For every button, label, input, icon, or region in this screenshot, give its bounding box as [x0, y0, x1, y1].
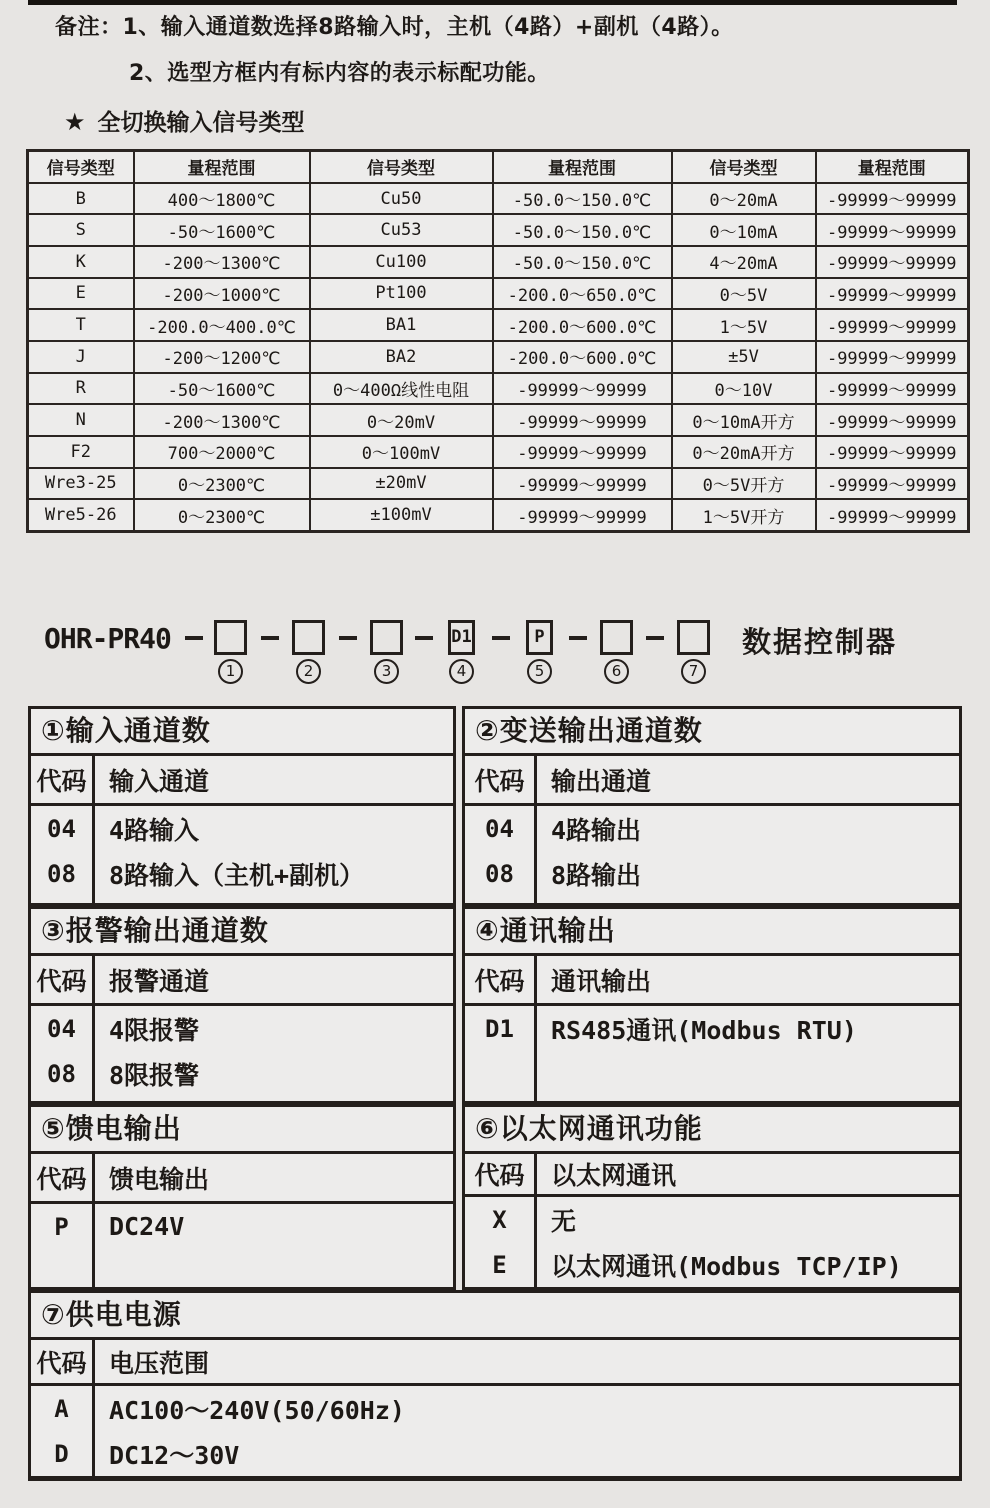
- section-transmit-output-channels: [462, 706, 962, 906]
- signal-cell: R: [28, 373, 134, 405]
- position-circle-4: 4: [449, 659, 474, 684]
- signal-cell: 0～5V: [672, 278, 816, 310]
- signal-cell: -99999～99999: [493, 373, 672, 405]
- desc-header-cell: 电压范围: [109, 1348, 210, 1378]
- code-value: D1: [485, 1014, 514, 1043]
- code-value: 04: [485, 814, 514, 843]
- signal-cell: BA2: [310, 341, 493, 373]
- signal-cell: 0～20mA: [672, 183, 816, 215]
- signal-cell: -99999～99999: [816, 404, 969, 436]
- signal-cell: 0～10mA: [672, 214, 816, 246]
- desc-value: 8路输出: [551, 860, 642, 890]
- section-title: ④通讯输出: [465, 909, 959, 956]
- code-value: 08: [47, 1059, 76, 1088]
- code-value: 04: [47, 1014, 76, 1043]
- signal-cell: ±5V: [672, 341, 816, 373]
- desc-value: 无: [551, 1206, 577, 1236]
- note-line-2: 2、选型方框内有标内容的表示标配功能。: [129, 61, 550, 86]
- signal-cell: -99999～99999: [816, 278, 969, 310]
- section-ethernet-comm: [462, 1104, 962, 1290]
- signal-cell: Wre5-26: [28, 499, 134, 531]
- desc-header-cell: 报警通道: [109, 966, 210, 996]
- signal-cell: -99999～99999: [493, 436, 672, 468]
- signal-cell: -50.0～150.0℃: [493, 246, 672, 278]
- desc-value: RS485通讯(Modbus RTU): [551, 1015, 857, 1045]
- code-value: P: [54, 1212, 69, 1241]
- signal-cell: -200.0～400.0℃: [134, 309, 310, 341]
- code-value: X: [492, 1205, 507, 1234]
- signal-cell: -99999～99999: [493, 499, 672, 531]
- order-code-suffix: 数据控制器: [742, 625, 898, 659]
- star-icon: ★: [64, 108, 86, 136]
- signal-cell: T: [28, 309, 134, 341]
- signal-types-heading: [64, 104, 305, 137]
- position-circle-3: 3: [374, 659, 399, 684]
- signal-cell: B: [28, 183, 134, 215]
- signal-cell: -50～1600℃: [134, 373, 310, 405]
- order-code-dash: [569, 636, 587, 640]
- desc-value: 4路输出: [551, 815, 642, 845]
- desc-value: DC12～30V: [109, 1440, 240, 1470]
- signal-cell: Pt100: [310, 278, 493, 310]
- order-code-dash: [185, 636, 203, 640]
- desc-header-cell: 以太网通讯: [551, 1161, 677, 1190]
- signal-cell: -99999～99999: [816, 183, 969, 215]
- table-row: [28, 436, 969, 468]
- signal-cell: -200.0～600.0℃: [493, 309, 672, 341]
- desc-value: AC100～240V(50/60Hz): [109, 1395, 405, 1425]
- signal-cell: ±20mV: [310, 468, 493, 500]
- section-comm-output: [462, 906, 962, 1104]
- signal-cell: F2: [28, 436, 134, 468]
- signal-cell: 0～2300℃: [134, 468, 310, 500]
- table-row: [28, 373, 969, 405]
- header-cell: 量程范围: [134, 151, 310, 183]
- signal-cell: -50.0～150.0℃: [493, 214, 672, 246]
- code-header-cell: 代码: [31, 956, 95, 1003]
- signal-cell: S: [28, 214, 134, 246]
- code-value: A: [54, 1394, 69, 1423]
- order-code-dash: [261, 636, 279, 640]
- signal-cell: -200～1300℃: [134, 404, 310, 436]
- table-row: [28, 468, 969, 500]
- code-header-cell: 代码: [31, 1154, 95, 1201]
- note-line-1: 备注：1、输入通道数选择8路输入时，主机（4路）+副机（4路）。: [55, 15, 734, 40]
- header-cell: 信号类型: [672, 151, 816, 183]
- code-value: D: [54, 1439, 69, 1468]
- order-code-box-3: [370, 620, 403, 655]
- code-value: 08: [485, 859, 514, 888]
- signal-cell: Wre3-25: [28, 468, 134, 500]
- signal-cell: 0～20mA开方: [672, 436, 816, 468]
- table-row: [28, 278, 969, 310]
- signal-cell: -99999～99999: [816, 373, 969, 405]
- signal-cell: -99999～99999: [816, 436, 969, 468]
- desc-header-cell: 通讯输出: [551, 966, 652, 996]
- desc-value: 以太网通讯(Modbus TCP/IP): [551, 1251, 902, 1281]
- desc-value: 8路输入（主机+副机）: [109, 860, 365, 890]
- signal-cell: 4～20mA: [672, 246, 816, 278]
- signal-cell: -99999～99999: [493, 404, 672, 436]
- header-cell: 信号类型: [28, 151, 134, 183]
- code-value: 04: [47, 814, 76, 843]
- signal-cell: 0～2300℃: [134, 499, 310, 531]
- section-title: ⑤馈电输出: [31, 1107, 453, 1154]
- signal-cell: -200.0～650.0℃: [493, 278, 672, 310]
- order-code-dash: [646, 636, 664, 640]
- code-header-cell: 代码: [465, 756, 537, 803]
- header-cell: 信号类型: [310, 151, 493, 183]
- signal-cell: ±100mV: [310, 499, 493, 531]
- signal-cell: 1～5V: [672, 309, 816, 341]
- signal-cell: -99999～99999: [816, 499, 969, 531]
- position-circle-1: 1: [218, 659, 243, 684]
- table-row: [28, 404, 969, 436]
- signal-table: [26, 149, 970, 533]
- signal-cell: 0～10mA开方: [672, 404, 816, 436]
- section-power-supply: [28, 1290, 962, 1481]
- signal-cell: -99999～99999: [493, 468, 672, 500]
- section-title: ⑥以太网通讯功能: [465, 1107, 959, 1154]
- order-code-box-6: [600, 620, 633, 655]
- code-header-cell: 代码: [465, 956, 537, 1003]
- header-cell: 量程范围: [816, 151, 969, 183]
- section-input-channels: [28, 706, 456, 906]
- signal-cell: Cu53: [310, 214, 493, 246]
- signal-cell: 0～100mV: [310, 436, 493, 468]
- signal-cell: -200.0～600.0℃: [493, 341, 672, 373]
- table-header-row: [28, 151, 969, 183]
- desc-header-cell: 馈电输出: [109, 1164, 210, 1194]
- order-code-dash: [415, 636, 433, 640]
- code-header-cell: 代码: [31, 756, 95, 803]
- signal-cell: 1～5V开方: [672, 499, 816, 531]
- section-title: ①输入通道数: [31, 709, 453, 756]
- signal-cell: N: [28, 404, 134, 436]
- section-alarm-output-channels: [28, 906, 456, 1104]
- signal-cell: -200～1000℃: [134, 278, 310, 310]
- signal-cell: K: [28, 246, 134, 278]
- section-title: ②变送输出通道数: [465, 709, 959, 756]
- signal-cell: J: [28, 341, 134, 373]
- order-code-box-1: [214, 620, 247, 655]
- desc-value: 4限报警: [109, 1015, 200, 1045]
- order-code-box-7: [677, 620, 710, 655]
- signal-cell: E: [28, 278, 134, 310]
- signal-cell: Cu100: [310, 246, 493, 278]
- order-code-prefix: OHR-PR40: [44, 622, 171, 655]
- position-circle-6: 6: [604, 659, 629, 684]
- position-circle-7: 7: [681, 659, 706, 684]
- signal-cell: -99999～99999: [816, 309, 969, 341]
- table-row: [28, 183, 969, 215]
- signal-cell: -99999～99999: [816, 246, 969, 278]
- top-rule: [28, 0, 957, 5]
- signal-cell: Cu50: [310, 183, 493, 215]
- signal-cell: 0～10V: [672, 373, 816, 405]
- section-title: ③报警输出通道数: [31, 909, 453, 956]
- signal-cell: 0～5V开方: [672, 468, 816, 500]
- signal-cell: 0～20mV: [310, 404, 493, 436]
- signal-cell: -99999～99999: [816, 468, 969, 500]
- position-circle-5: 5: [527, 659, 552, 684]
- signal-cell: -99999～99999: [816, 341, 969, 373]
- table-row: [28, 309, 969, 341]
- desc-value: DC24V: [109, 1212, 185, 1241]
- signal-cell: -50～1600℃: [134, 214, 310, 246]
- order-code-box-2: [292, 620, 325, 655]
- desc-header-cell: 输出通道: [551, 766, 652, 796]
- signal-cell: BA1: [310, 309, 493, 341]
- order-code-dash: [339, 636, 357, 640]
- table-row: [28, 341, 969, 373]
- signal-cell: -200～1200℃: [134, 341, 310, 373]
- order-code-box-5: P: [526, 620, 553, 655]
- code-header-cell: 代码: [465, 1154, 537, 1194]
- signal-cell: -200～1300℃: [134, 246, 310, 278]
- section-power-feed-output: [28, 1104, 456, 1290]
- signal-cell: 400～1800℃: [134, 183, 310, 215]
- code-value: 08: [47, 859, 76, 888]
- order-code-box-4: D1: [448, 620, 475, 655]
- signal-cell: 700～2000℃: [134, 436, 310, 468]
- desc-value: 8限报警: [109, 1060, 200, 1090]
- header-cell: 量程范围: [493, 151, 672, 183]
- signal-cell: -50.0～150.0℃: [493, 183, 672, 215]
- section-title: ⑦供电电源: [31, 1293, 959, 1340]
- desc-header-cell: 输入通道: [109, 766, 210, 796]
- desc-value: 4路输入: [109, 815, 200, 845]
- code-header-cell: 代码: [31, 1340, 95, 1383]
- signal-cell: 0～400Ω线性电阻: [310, 373, 493, 405]
- table-row: [28, 246, 969, 278]
- table-row: [28, 499, 969, 531]
- signal-types-title: 全切换输入信号类型: [97, 110, 305, 136]
- order-code-dash: [492, 636, 510, 640]
- signal-cell: -99999～99999: [816, 214, 969, 246]
- position-circle-2: 2: [296, 659, 321, 684]
- table-row: [28, 214, 969, 246]
- code-value: E: [492, 1250, 507, 1279]
